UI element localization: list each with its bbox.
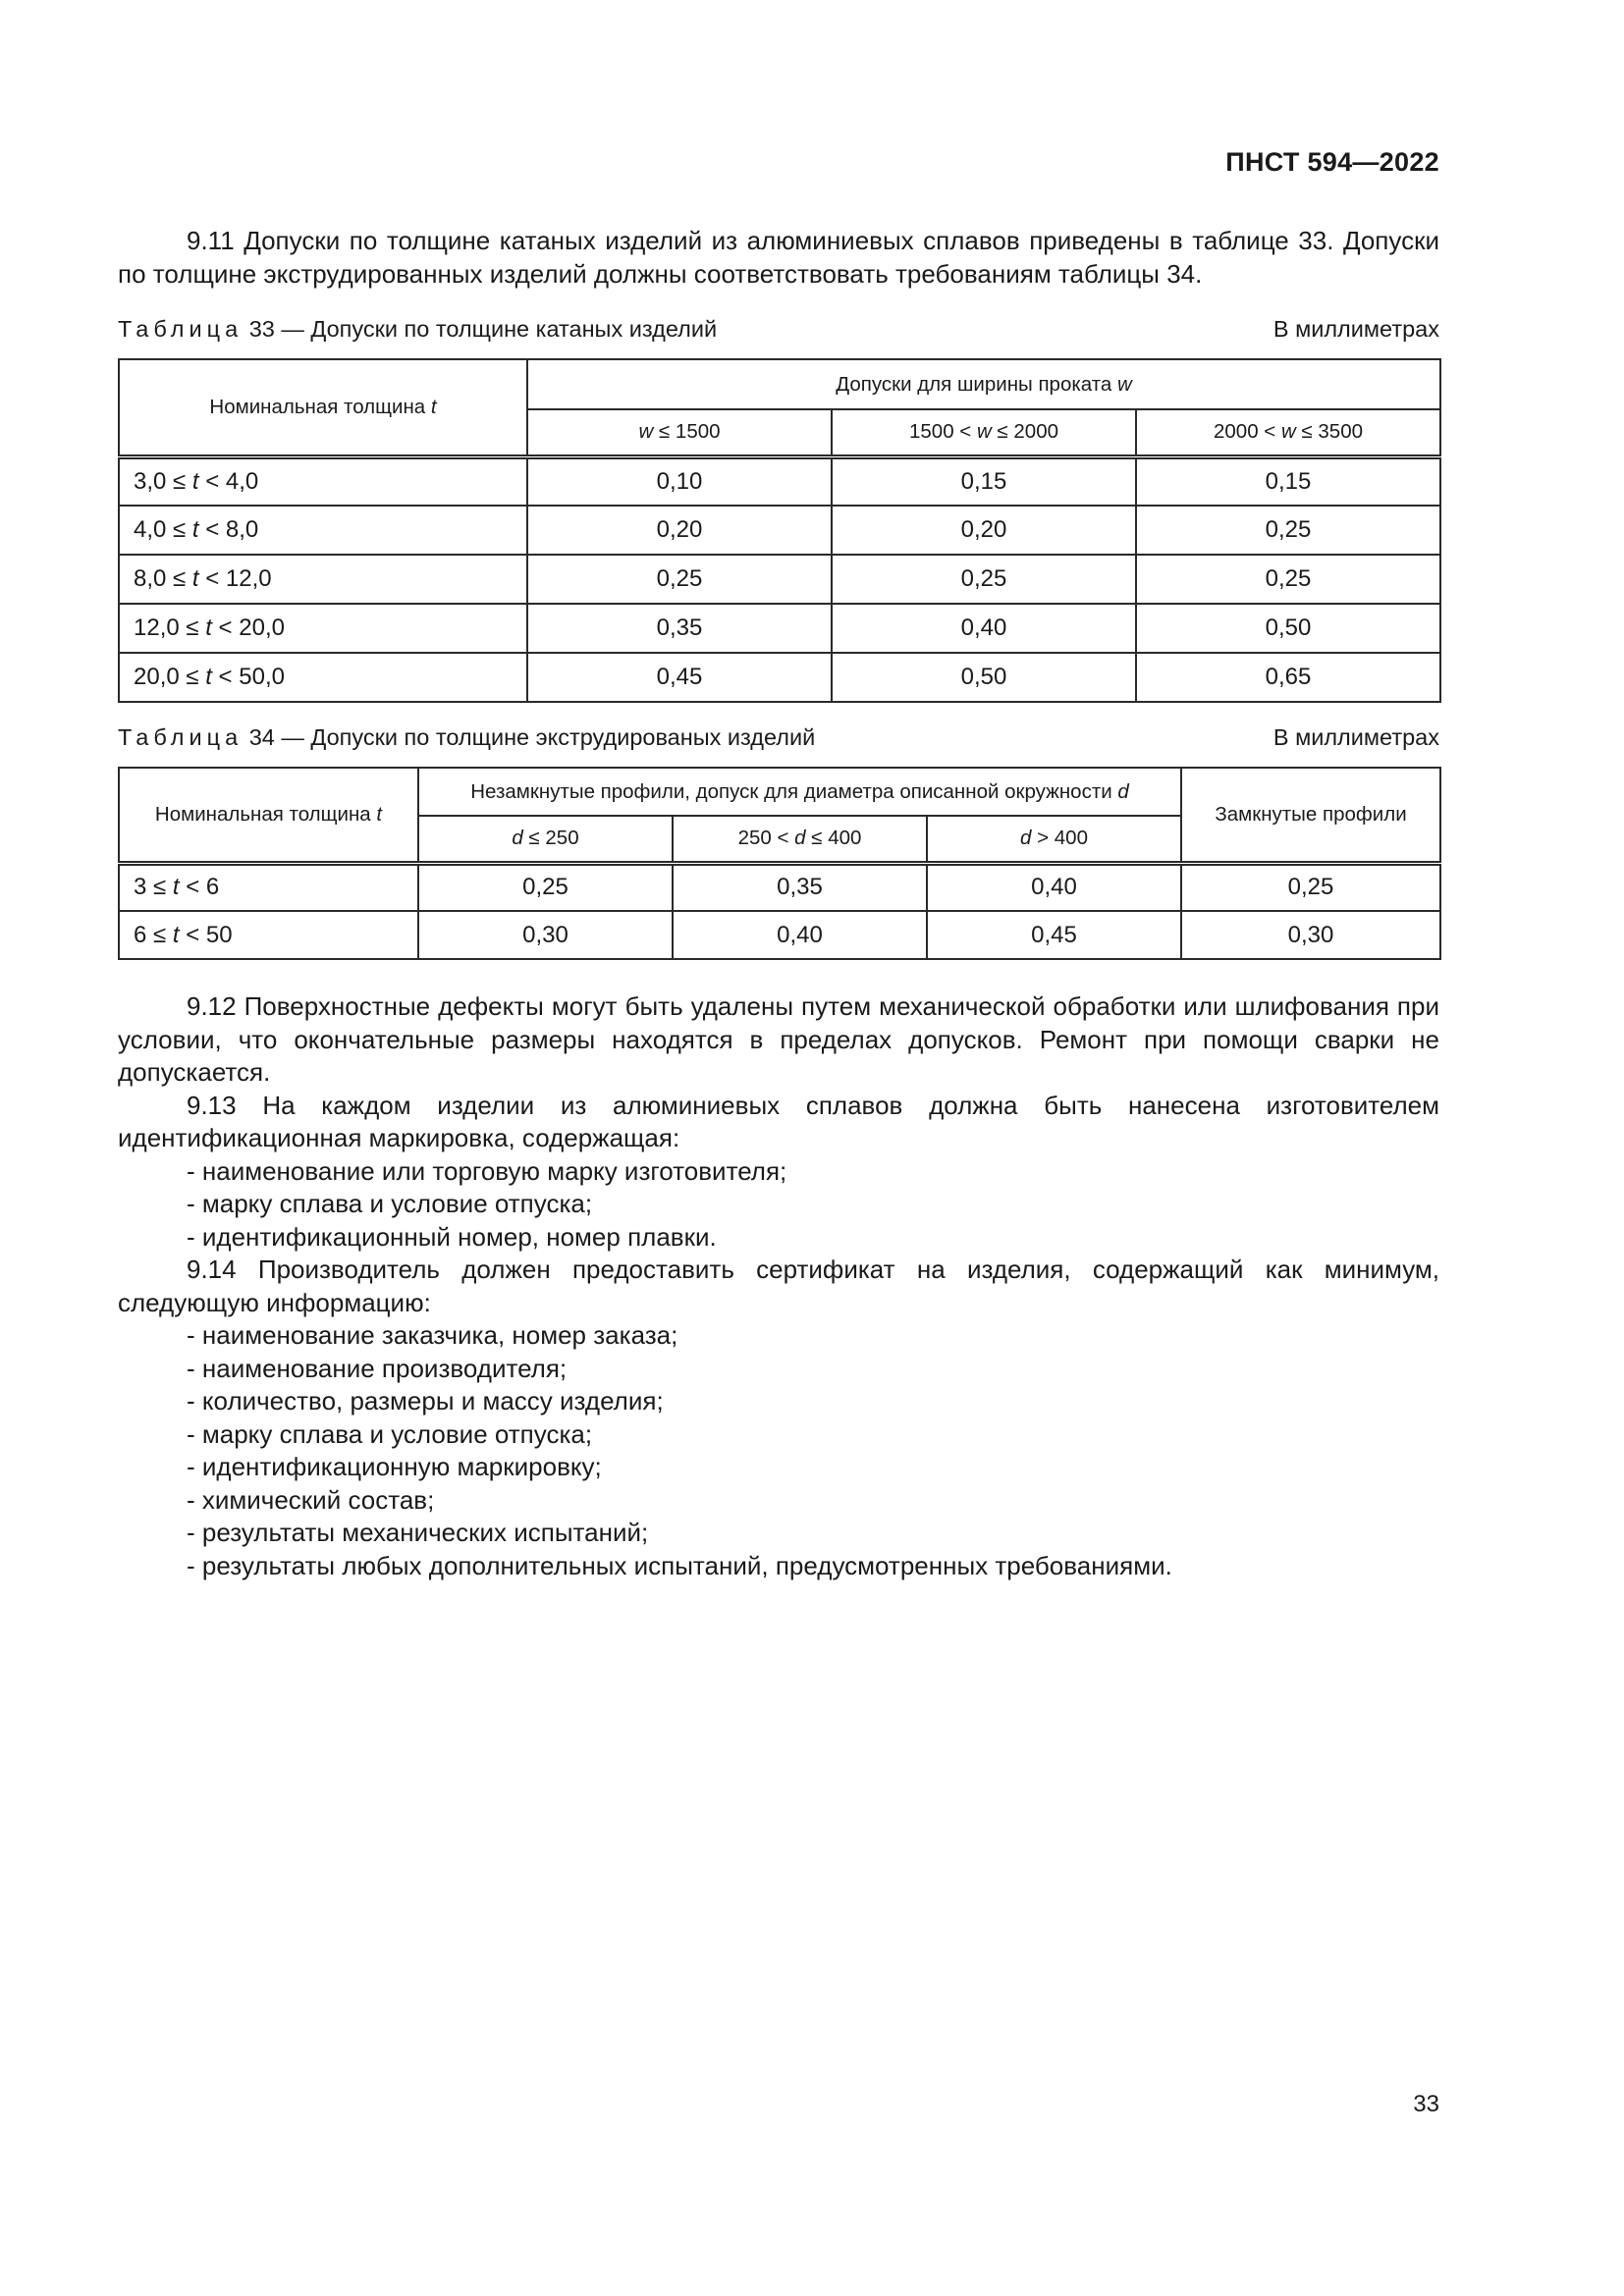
list-item: - химический состав; — [187, 1484, 435, 1515]
table-cell-range: 8,0 ≤ t < 12,0 — [119, 555, 527, 604]
table-row — [119, 653, 1440, 702]
table-33-caption — [118, 316, 1439, 343]
page-number: 33 — [1413, 2091, 1439, 2117]
table-cell: 0,20 — [832, 506, 1136, 555]
table-34-units: В миллиметрах — [1272, 724, 1439, 750]
table-row — [119, 506, 1440, 555]
list-item: - идентификационный номер, номер плавки. — [187, 1221, 717, 1252]
table-33-subheader: 1500 < w ≤ 2000 — [832, 409, 1136, 456]
table-cell-range: 3,0 ≤ t < 4,0 — [119, 456, 527, 506]
document-id: ПНСТ 594—2022 — [1225, 147, 1439, 177]
table-34-title — [118, 724, 815, 751]
list-item: - марку сплава и условие отпуска; — [187, 1189, 593, 1218]
list-item: - наименование заказчика, номер заказа; — [187, 1320, 678, 1350]
table-34-header-open-profiles: Незамкнутые профили, допуск для диаметра описанной окружности d — [418, 768, 1181, 816]
table-cell: 0,25 — [832, 555, 1136, 604]
table-cell: 0,35 — [527, 604, 832, 653]
table-cell: 0,15 — [1136, 456, 1440, 506]
table-cell-range: 3 ≤ t < 6 — [119, 863, 418, 911]
document-page — [118, 0, 1439, 2296]
table-33-title-text: 33 — Допуски по толщине катаных изделий — [248, 316, 718, 342]
table-row — [119, 863, 1440, 911]
table-33 — [118, 358, 1441, 703]
table-cell-range: 12,0 ≤ t < 20,0 — [119, 604, 527, 653]
table-33-header-thickness: Номинальная толщина t — [119, 359, 527, 456]
table-cell-range: 4,0 ≤ t < 8,0 — [119, 506, 527, 555]
table-cell: 0,35 — [673, 863, 927, 911]
table-cell-range: 6 ≤ t < 50 — [119, 911, 418, 959]
table-cell: 0,25 — [1136, 506, 1440, 555]
table-cell: 0,45 — [927, 911, 1181, 959]
table-34-header-closed-profiles: Замкнутые профили — [1181, 768, 1440, 863]
table-34-header-thickness: Номинальная толщина t — [119, 768, 418, 863]
table-cell: 0,30 — [1181, 911, 1440, 959]
paragraph-9-11: 9.11 Допуски по толщине катаных изделий из алюминиевых сплавов приведены в таблице 33. Допуски по толщине экструдированных изделий должны соответствовать требованиям таблицы 34. — [118, 226, 1439, 289]
table-row — [119, 911, 1440, 959]
table-word: Таблица — [118, 316, 244, 342]
table-cell: 0,40 — [673, 911, 927, 959]
table-cell: 0,20 — [527, 506, 832, 555]
table-cell: 0,10 — [527, 456, 832, 506]
table-33-subheader: w ≤ 1500 — [527, 409, 832, 456]
sections-9-12-to-9-14 — [118, 990, 1439, 1582]
table-34-subheader: d > 400 — [927, 816, 1181, 863]
table-cell: 0,40 — [832, 604, 1136, 653]
table-cell: 0,15 — [832, 456, 1136, 506]
list-item: - результаты любых дополнительных испытаний, предусмотренных требованиями. — [187, 1550, 1172, 1580]
list-item: - наименование или торговую марку изготовителя; — [187, 1155, 787, 1186]
table-cell: 0,25 — [527, 555, 832, 604]
table-33-title — [118, 316, 717, 343]
table-cell: 0,50 — [1136, 604, 1440, 653]
table-34-caption — [118, 724, 1439, 751]
paragraph-9-14: 9.14 Производитель должен предоставить сертификат на изделия, содержащий как минимум, следующую информацию: — [118, 1255, 1439, 1317]
table-cell: 0,25 — [418, 863, 673, 911]
table-row — [119, 555, 1440, 604]
list-item: - марку сплава и условие отпуска; — [187, 1418, 593, 1449]
table-cell-range: 20,0 ≤ t < 50,0 — [119, 653, 527, 702]
table-33-units: В миллиметрах — [1272, 316, 1439, 342]
table-34 — [118, 767, 1441, 960]
table-34-title-text: 34 — Допуски по толщине экструдированых изделий — [248, 724, 816, 750]
table-33-header-width-group: Допуски для ширины проката w — [527, 359, 1440, 409]
table-33-subheader: 2000 < w ≤ 3500 — [1136, 409, 1440, 456]
table-cell: 0,65 — [1136, 653, 1440, 702]
list-item: - результаты механических испытаний; — [187, 1518, 649, 1547]
table-34-subheader: d ≤ 250 — [418, 816, 673, 863]
table-cell: 0,25 — [1181, 863, 1440, 911]
table-row — [119, 456, 1440, 506]
table-cell: 0,45 — [527, 653, 832, 702]
table-row — [119, 604, 1440, 653]
table-34-subheader: 250 < d ≤ 400 — [673, 816, 927, 863]
paragraph-9-13: 9.13 На каждом изделии из алюминиевых сплавов должна быть нанесена изготовителем идентификационная маркировка, содержащая: — [118, 1090, 1439, 1152]
list-item: - наименование производителя; — [187, 1353, 568, 1383]
list-item: - идентификационную маркировку; — [187, 1452, 602, 1481]
table-cell: 0,50 — [832, 653, 1136, 702]
table-cell: 0,40 — [927, 863, 1181, 911]
paragraph-9-12: 9.12 Поверхностные дефекты могут быть удалены путем механической обработки или шлифования при условии, что окончательные размеры находятся в пределах допусков. Ремонт при помощи сварки не допускается. — [118, 991, 1439, 1087]
table-cell: 0,25 — [1136, 555, 1440, 604]
list-item: - количество, размеры и массу изделия; — [187, 1386, 664, 1415]
table-word: Таблица — [118, 724, 244, 750]
table-cell: 0,30 — [418, 911, 673, 959]
